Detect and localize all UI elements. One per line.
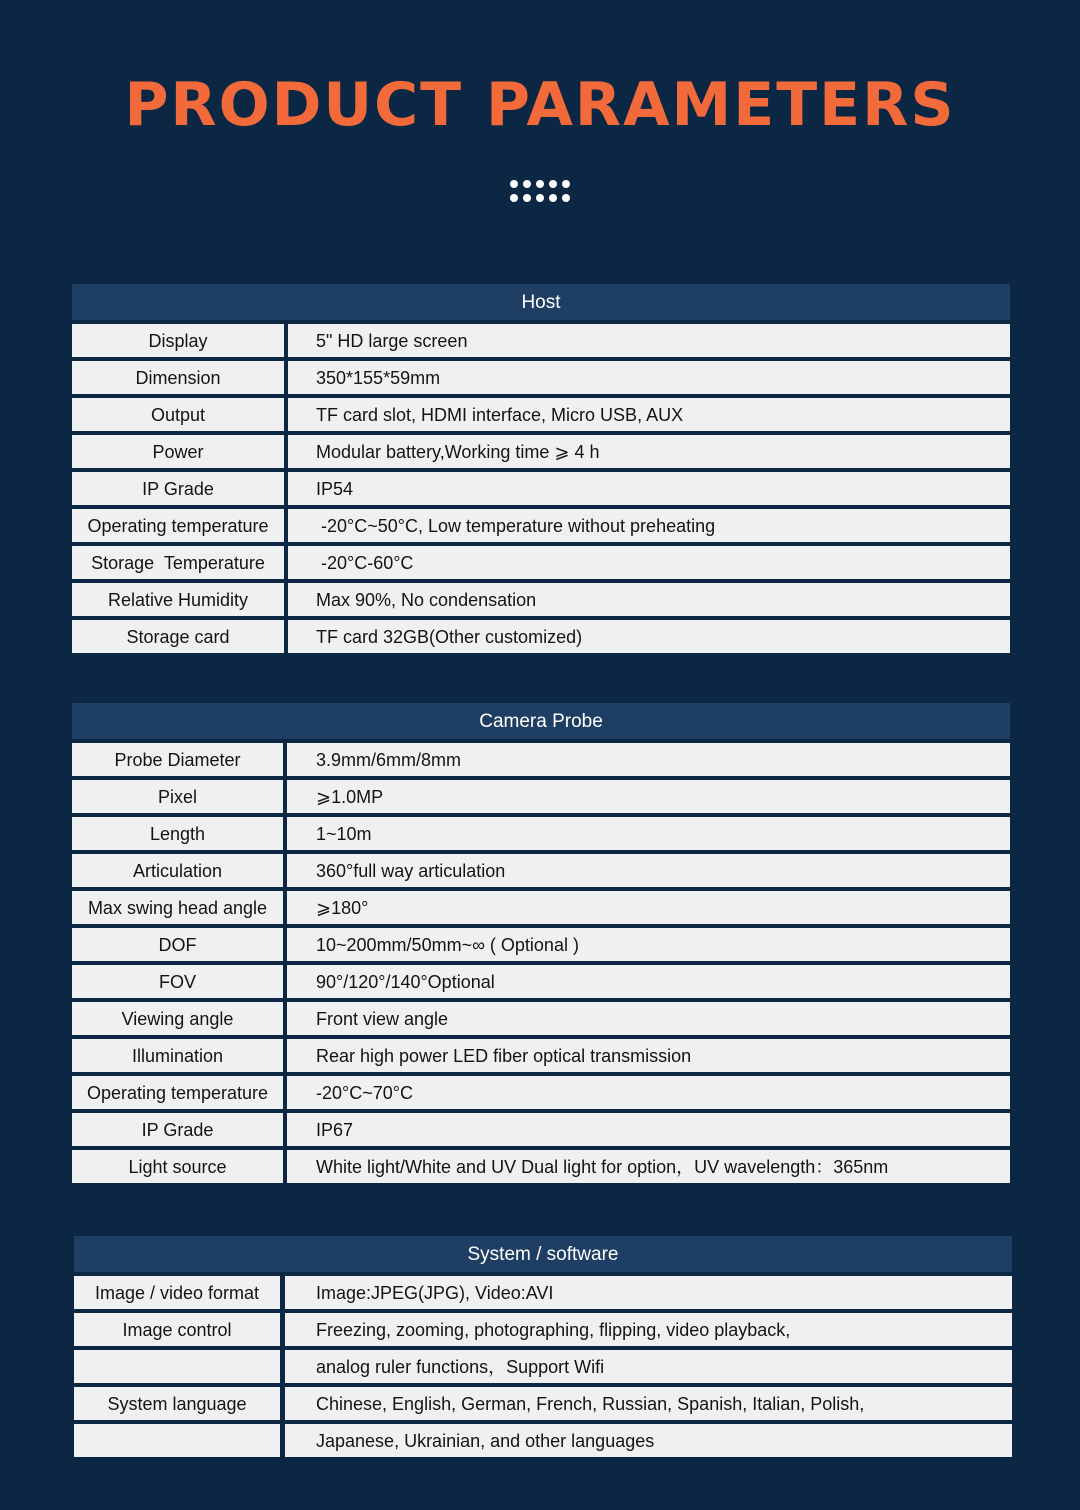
row-value: 1~10m <box>287 817 1010 850</box>
table-row <box>72 1002 1010 1035</box>
row-label: Image control <box>74 1313 280 1346</box>
row-label: Image / video format <box>74 1276 280 1309</box>
row-label: Light source <box>72 1150 283 1183</box>
row-value: -20°C~70°C <box>287 1076 1010 1109</box>
row-value: Rear high power LED fiber optical transmission <box>287 1039 1010 1072</box>
table-row <box>72 891 1010 924</box>
table-row <box>72 583 1010 616</box>
row-label <box>74 1350 280 1383</box>
table-header: Camera Probe <box>72 703 1010 739</box>
table-row <box>72 1076 1010 1109</box>
row-value: 10~200mm/50mm~∞ ( Optional ) <box>287 928 1010 961</box>
row-value: 3.9mm/6mm/8mm <box>287 743 1010 776</box>
table-row <box>72 509 1010 542</box>
row-label: Display <box>72 324 284 357</box>
table-row <box>74 1276 1012 1309</box>
row-value: Max 90%, No condensation <box>288 583 1010 616</box>
table-row <box>72 435 1010 468</box>
table-row <box>72 620 1010 653</box>
row-label: Length <box>72 817 283 850</box>
table-row <box>74 1313 1012 1346</box>
row-value: IP54 <box>288 472 1010 505</box>
row-label <box>74 1424 280 1457</box>
row-value: 360°full way articulation <box>287 854 1010 887</box>
row-value: 5" HD large screen <box>288 324 1010 357</box>
table-row <box>72 324 1010 357</box>
row-label: Pixel <box>72 780 283 813</box>
row-label: Probe Diameter <box>72 743 283 776</box>
row-value: -20°C~50°C, Low temperature without preheating <box>288 509 1010 542</box>
table-header: System / software <box>74 1236 1012 1272</box>
row-label: Relative Humidity <box>72 583 284 616</box>
row-value: -20°C-60°C <box>288 546 1010 579</box>
table-row <box>72 965 1010 998</box>
row-value: TF card 32GB(Other customized) <box>288 620 1010 653</box>
row-value: ⩾1.0MP <box>287 780 1010 813</box>
table-row <box>72 928 1010 961</box>
system-software-table <box>74 1236 1012 1461</box>
page-title: PRODUCT PARAMETERS <box>124 70 956 140</box>
row-value: Freezing, zooming, photographing, flipping, video playback, <box>285 1313 1012 1346</box>
row-value: ⩾180° <box>287 891 1010 924</box>
row-label: Illumination <box>72 1039 283 1072</box>
row-label: Power <box>72 435 284 468</box>
row-label: Storage card <box>72 620 284 653</box>
row-value: Front view angle <box>287 1002 1010 1035</box>
table-row <box>74 1350 1012 1383</box>
row-value: Japanese, Ukrainian, and other languages <box>285 1424 1012 1457</box>
decorative-dots <box>508 178 574 204</box>
row-value: IP67 <box>287 1113 1010 1146</box>
row-value: 90°/120°/140°Optional <box>287 965 1010 998</box>
table-row <box>72 1113 1010 1146</box>
row-label: DOF <box>72 928 283 961</box>
row-label: IP Grade <box>72 1113 283 1146</box>
row-label: IP Grade <box>72 472 284 505</box>
table-header: Host <box>72 284 1010 320</box>
row-value: White light/White and UV Dual light for option，UV wavelength：365nm <box>287 1150 1010 1183</box>
row-value: Image:JPEG(JPG), Video:AVI <box>285 1276 1012 1309</box>
table-row <box>72 743 1010 776</box>
camera-probe-table <box>72 703 1010 1187</box>
table-row <box>72 472 1010 505</box>
table-row <box>72 817 1010 850</box>
row-label: Max swing head angle <box>72 891 283 924</box>
table-row <box>72 398 1010 431</box>
row-value: 350*155*59mm <box>288 361 1010 394</box>
table-row <box>72 546 1010 579</box>
row-label: Operating temperature <box>72 509 284 542</box>
row-value: Modular battery,Working time ⩾ 4 h <box>288 435 1010 468</box>
table-row <box>72 854 1010 887</box>
row-value: analog ruler functions，Support Wifi <box>285 1350 1012 1383</box>
row-label: Storage Temperature <box>72 546 284 579</box>
row-label: System language <box>74 1387 280 1420</box>
host-table <box>72 284 1010 657</box>
row-value: Chinese, English, German, French, Russian, Spanish, Italian, Polish, <box>285 1387 1012 1420</box>
table-row <box>74 1424 1012 1457</box>
table-row <box>72 1150 1010 1183</box>
row-value: TF card slot, HDMI interface, Micro USB, AUX <box>288 398 1010 431</box>
table-row <box>72 780 1010 813</box>
row-label: Output <box>72 398 284 431</box>
row-label: Operating temperature <box>72 1076 283 1109</box>
table-row <box>74 1387 1012 1420</box>
row-label: FOV <box>72 965 283 998</box>
table-row <box>72 361 1010 394</box>
row-label: Viewing angle <box>72 1002 283 1035</box>
row-label: Articulation <box>72 854 283 887</box>
table-row <box>72 1039 1010 1072</box>
row-label: Dimension <box>72 361 284 394</box>
